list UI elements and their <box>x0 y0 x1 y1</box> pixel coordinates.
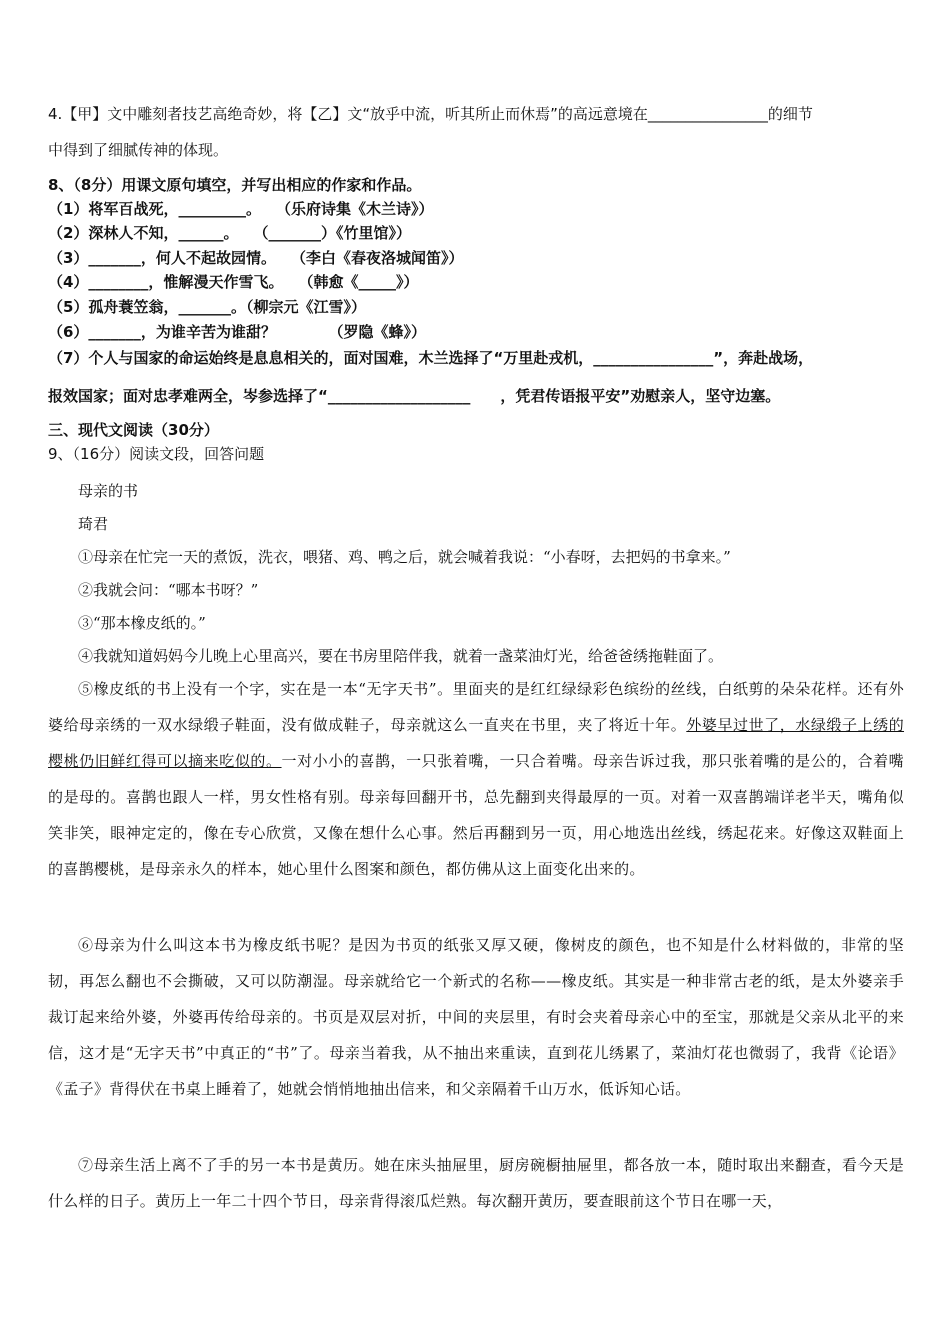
q8-item-7-continued: 报效国家；面对忠孝难两全，岑参选择了“___________________ ，凭君传语报平安”劝慰亲人，坚守边塞。 <box>48 387 781 405</box>
paragraph-5-underlined-sentence: 外婆早过世了，水绿缎子上绣的樱桃仍旧鲜红得可以摘来吃似的。 <box>48 716 905 770</box>
article-author: 琦君 <box>78 515 109 533</box>
q9-title: 9、（16分）阅读文段，回答问题 <box>48 445 265 463</box>
paragraph-4: ④我就知道妈妈今儿晚上心里高兴，要在书房里陪伴我，就着一盏菜油灯光，给爸爸绣拖鞋面了。 <box>78 647 724 665</box>
q8-item-1: （1）将军百战死，_________。 （乐府诗集《木兰诗》） <box>48 200 434 218</box>
paragraph-2: ②我就会问：“哪本书呀？” <box>78 581 259 599</box>
paragraph-5-text-b: 一对小小的喜鹊，一只张着嘴，一只合着嘴。母亲告诉过我，那只张着嘴的是公的，合着嘴的是母的。喜鹊也跟人一样，男女性格有别。母亲每回翻开书，总先翻到夹得最厚的一页。对着一双喜鹊端详老半天，嘴角似笑非笑，眼神定定的，像在专心欣赏，又像在想什么心事。然后再翻到另一页，用心地选出丝线，绣起花来。好像这双鞋面上的喜鹊樱桃，是母亲永久的样本，她心里什么图案和颜色，都仿佛从这上面变化出来的。 <box>48 752 904 878</box>
paragraph-5 <box>48 671 904 887</box>
q4-line-1: 4.【甲】文中雕刻者技艺高绝奇妙，将【乙】文“放乎中流，听其所止而休焉”的高远意境在________________的细节 <box>48 105 813 123</box>
paragraph-5-text-a: ⑤橡皮纸的书上没有一个字，实在是一本“无字天书”。里面夹的是红红绿绿彩色缤纷的丝线，白纸剪的朵朵花样。还有外婆给母亲绣的一双水绿缎子鞋面，没有做成鞋子，母亲就这么一直夹在书里，夹了将近十年。 <box>48 680 904 734</box>
q8-item-3: （3）_______，何人不起故园情。 （李白《春夜洛城闻笛》） <box>48 249 464 267</box>
q8-item-2: （2）深林人不知，______。 （_______）《竹里馆》） <box>48 224 411 242</box>
section-3-title: 三、现代文阅读（30分） <box>48 421 219 439</box>
q8-item-5: （5）孤舟蓑笠翁，_______。（柳宗元《江雪》） <box>48 298 366 316</box>
paragraph-7: ⑦母亲生活上离不了手的另一本书是黄历。她在床头抽屉里，厨房碗橱抽屉里，都各放一本，随时取出来翻查，看今天是什么样的日子。黄历上一年二十四个节日，母亲背得滚瓜烂熟。每次翻开黄历，要查眼前这个节日在哪一天， <box>48 1156 904 1210</box>
paragraph-6: ⑥母亲为什么叫这本书为橡皮纸书呢？是因为书页的纸张又厚又硬，像树皮的颜色，也不知是什么材料做的，非常的坚韧，再怎么翻也不会撕破，又可以防潮湿。母亲就给它一个新式的名称——橡皮纸。其实是一种非常古老的纸，是太外婆亲手裁订起来给外婆，外婆再传给母亲的。书页是双层对折，中间的夹层里，有时会夹着母亲心中的至宝，那就是父亲从北平的来信，这才是“无字天书”中真正的“书”了。母亲当着我，从不抽出来重读，直到花儿绣累了，菜油灯花也微弱了，我背《论语》《孟子》背得伏在书桌上睡着了，她就会悄悄地抽出信来，和父亲隔着千山万水，低诉知心话。 <box>48 936 904 1098</box>
paragraph-3: ③“那本橡皮纸的。” <box>78 614 206 632</box>
paragraph-1: ①母亲在忙完一天的煮饭，洗衣，喂猪、鸡、鸭之后，就会喊着我说：“小春呀，去把妈的书拿来。” <box>78 548 731 566</box>
q8-title: 8、（8分）用课文原句填空，并写出相应的作家和作品。 <box>48 176 422 194</box>
q8-item-6: （6）_______，为谁辛苦为谁甜？ （罗隐《蜂》） <box>48 323 426 341</box>
q4-line-2: 中得到了细腻传神的体现。 <box>48 141 229 159</box>
q8-item-7: （7）个人与国家的命运始终是息息相关的，面对国难，木兰选择了“万里赴戎机，________________”，奔赴战场， <box>48 349 814 367</box>
article-title: 母亲的书 <box>78 482 139 500</box>
q8-item-4: （4）________，惟解漫天作雪飞。 （韩愈《_____》） <box>48 273 419 291</box>
